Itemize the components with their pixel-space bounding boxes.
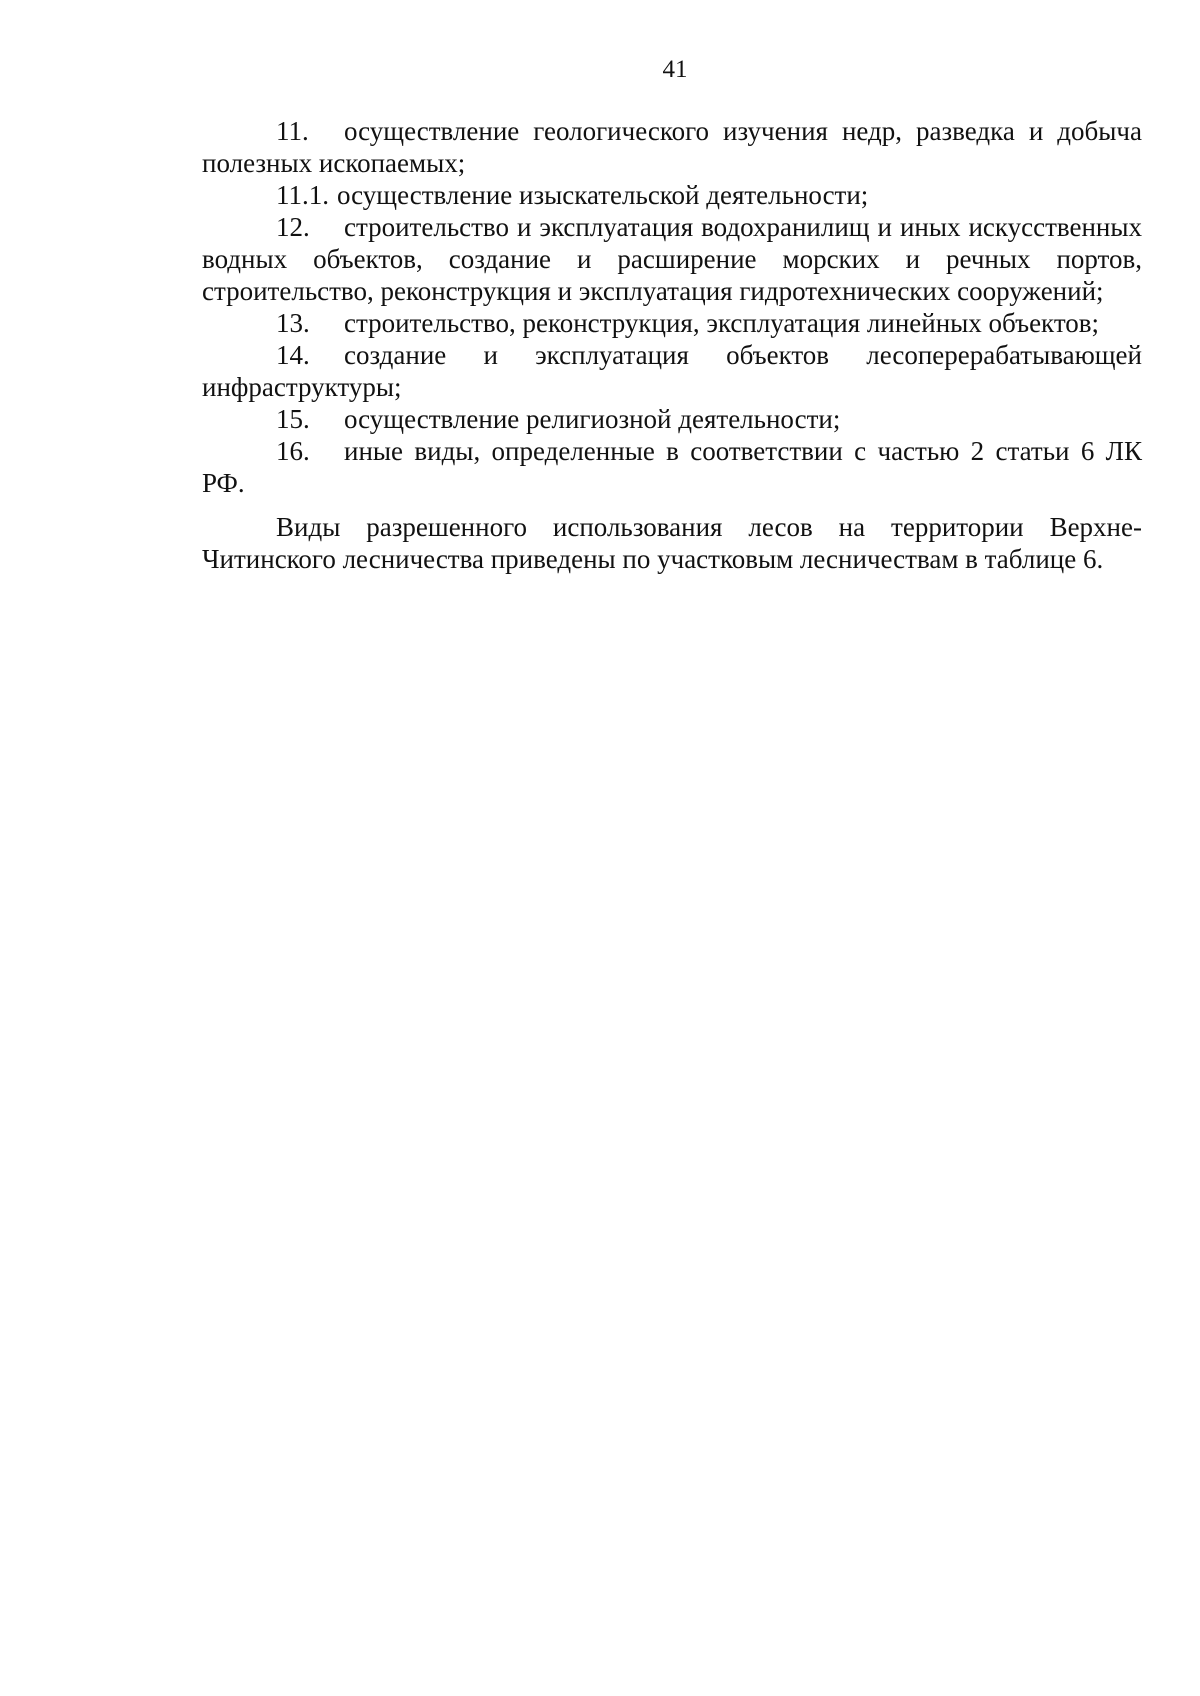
list-item-text: осуществление изыскательской деятельности;	[337, 180, 869, 210]
page-number: 41	[662, 56, 688, 83]
closing-paragraph: Виды разрешенного использования лесов на территории Верхне-Читинского лесничества приведены по участковым лесничествам в таблице 6.	[202, 512, 1142, 574]
list-item	[202, 307, 1142, 339]
list-item-number: 11.1.	[276, 180, 329, 210]
document-body	[202, 115, 1142, 575]
list-item-number: 13.	[276, 308, 310, 338]
list-item-text: строительство и эксплуатация водохранилищ и иных искусственных водных объектов, создание и расширение морских и речных портов, строительство, реконструкция и эксплуатация гидротехнических сооружений;	[202, 212, 1142, 306]
list-item	[202, 403, 1142, 435]
list-item-number: 11.	[276, 116, 309, 146]
list-item-number: 14.	[276, 340, 310, 370]
list-item	[202, 179, 1142, 211]
list-item-number: 15.	[276, 404, 310, 434]
list-item	[202, 435, 1142, 499]
list-item-number: 12.	[276, 212, 310, 242]
list-item-text: создание и эксплуатация объектов лесоперерабатывающей инфраструктуры;	[202, 340, 1142, 402]
list-item	[202, 211, 1142, 307]
list-item-number: 16.	[276, 436, 310, 466]
list-item-text: осуществление геологического изучения недр, разведка и добыча полезных ископаемых;	[202, 116, 1142, 178]
list-item	[202, 339, 1142, 403]
list-item-text: осуществление религиозной деятельности;	[344, 404, 841, 434]
list-item-text: иные виды, определенные в соответствии с частью 2 статьи 6 ЛК РФ.	[202, 436, 1142, 498]
list-item-text: строительство, реконструкция, эксплуатация линейных объектов;	[344, 308, 1100, 338]
list-item	[202, 115, 1142, 179]
